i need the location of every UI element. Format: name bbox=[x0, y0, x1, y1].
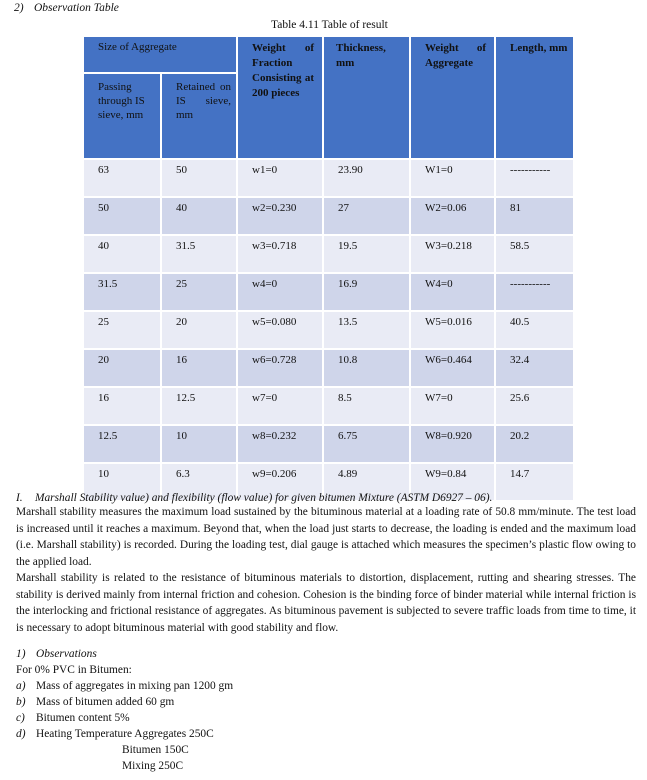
cell-weight-aggregate: W5=0.016 bbox=[410, 311, 495, 349]
observations-number: 1) bbox=[16, 648, 26, 660]
cell-retained: 20 bbox=[161, 311, 237, 349]
observation-subitem-bitumen: Bitumen 150C bbox=[122, 744, 189, 756]
section-number: 2) bbox=[14, 2, 24, 14]
cell-thickness: 16.9 bbox=[323, 273, 410, 311]
cell-length: 14.7 bbox=[495, 463, 574, 501]
cell-weight-aggregate: W4=0 bbox=[410, 273, 495, 311]
cell-length: 40.5 bbox=[495, 311, 574, 349]
cell-weight-aggregate: W3=0.218 bbox=[410, 235, 495, 273]
observation-item-d bbox=[16, 728, 214, 740]
marshall-paragraph-2: Marshall stability is related to the resistance of bituminous materials to distortion, displacement, rutting and shearing stresses. The stability is derived mainly from internal friction and cohesion. Cohesion is the binding force of binder material while internal friction is the interlocking and frictional resistance of aggregates. As bituminous pavement is subjected to severe traffic loads from time to time, it is necessary to adopt bituminous material with good stability and flow. bbox=[16, 572, 636, 634]
section-heading-observation-table bbox=[14, 2, 119, 14]
cell-passing: 10 bbox=[83, 463, 161, 501]
item-text: Mass of bitumen added 60 gm bbox=[36, 696, 175, 708]
header-weight-of-fraction: Weight of Fraction Consisting at 200 pieces bbox=[237, 36, 323, 159]
cell-passing: 50 bbox=[83, 197, 161, 235]
observations-intro: For 0% PVC in Bitumen: bbox=[16, 664, 132, 676]
cell-passing: 40 bbox=[83, 235, 161, 273]
observation-subitem-mixing: Mixing 250C bbox=[122, 760, 184, 772]
cell-weight-fraction: w1=0 bbox=[237, 159, 323, 197]
cell-thickness: 23.90 bbox=[323, 159, 410, 197]
cell-thickness: 10.8 bbox=[323, 349, 410, 387]
item-text: Bitumen content 5% bbox=[36, 712, 130, 724]
table-row bbox=[83, 273, 574, 311]
cell-thickness: 27 bbox=[323, 197, 410, 235]
cell-retained: 16 bbox=[161, 349, 237, 387]
cell-length: 25.6 bbox=[495, 387, 574, 425]
marshall-title: Marshall Stability value) and flexibility (flow value) for given bitumen Mixture (ASTM D6927 – 06). bbox=[35, 492, 493, 504]
cell-weight-aggregate: W1=0 bbox=[410, 159, 495, 197]
cell-length: 20.2 bbox=[495, 425, 574, 463]
cell-weight-aggregate: W6=0.464 bbox=[410, 349, 495, 387]
item-marker: c) bbox=[16, 712, 25, 724]
header-length: Length, mm bbox=[495, 36, 574, 159]
item-text: Heating Temperature Aggregates 250C bbox=[36, 728, 214, 740]
cell-passing: 25 bbox=[83, 311, 161, 349]
cell-passing: 63 bbox=[83, 159, 161, 197]
cell-weight-aggregate: W9=0.84 bbox=[410, 463, 495, 501]
cell-retained: 40 bbox=[161, 197, 237, 235]
cell-thickness: 13.5 bbox=[323, 311, 410, 349]
cell-retained: 31.5 bbox=[161, 235, 237, 273]
cell-retained: 25 bbox=[161, 273, 237, 311]
cell-length: 32.4 bbox=[495, 349, 574, 387]
marshall-number: I. bbox=[16, 492, 23, 504]
cell-weight-fraction: w4=0 bbox=[237, 273, 323, 311]
header-weight-of-aggregate: Weight of Aggregate bbox=[410, 36, 495, 159]
table-row bbox=[83, 387, 574, 425]
header-thickness: Thickness, mm bbox=[323, 36, 410, 159]
cell-weight-fraction: w9=0.206 bbox=[237, 463, 323, 501]
item-text: Mass of aggregates in mixing pan 1200 gm bbox=[36, 680, 234, 692]
cell-length: ----------- bbox=[495, 159, 574, 197]
cell-weight-fraction: w7=0 bbox=[237, 387, 323, 425]
table-caption: Table 4.11 Table of result bbox=[271, 19, 388, 31]
cell-passing: 16 bbox=[83, 387, 161, 425]
cell-passing: 12.5 bbox=[83, 425, 161, 463]
marshall-paragraph-1: Marshall stability measures the maximum load sustained by the bituminous material at a loading rate of 50.8 mm/minute. The test load is increased until it reaches a maximum. Beyond that, when the load just starts to decrease, the loading is ended and the maximum load (i.e. Marshall stability) is recorded. During the loading test, dial gauge is attached which measures the specimen’s plastic flow owing to the applied load. bbox=[16, 506, 636, 568]
result-table bbox=[82, 35, 575, 502]
item-marker: b) bbox=[16, 696, 26, 708]
cell-retained: 12.5 bbox=[161, 387, 237, 425]
observation-item-b bbox=[16, 696, 174, 708]
cell-passing: 20 bbox=[83, 349, 161, 387]
observation-item-a bbox=[16, 680, 233, 692]
cell-weight-aggregate: W8=0.920 bbox=[410, 425, 495, 463]
cell-length: 58.5 bbox=[495, 235, 574, 273]
cell-weight-fraction: w2=0.230 bbox=[237, 197, 323, 235]
observations-title: Observations bbox=[36, 648, 97, 660]
table-row bbox=[83, 311, 574, 349]
header-passing: Passing through IS sieve, mm bbox=[83, 73, 161, 159]
table-row bbox=[83, 197, 574, 235]
cell-thickness: 4.89 bbox=[323, 463, 410, 501]
item-marker: a) bbox=[16, 680, 26, 692]
cell-length: ----------- bbox=[495, 273, 574, 311]
section-title: Observation Table bbox=[34, 2, 119, 14]
table-row bbox=[83, 349, 574, 387]
cell-weight-aggregate: W7=0 bbox=[410, 387, 495, 425]
cell-passing: 31.5 bbox=[83, 273, 161, 311]
cell-length: 81 bbox=[495, 197, 574, 235]
cell-weight-fraction: w8=0.232 bbox=[237, 425, 323, 463]
table-row bbox=[83, 235, 574, 273]
cell-weight-fraction: w5=0.080 bbox=[237, 311, 323, 349]
header-retained: Retained on IS sieve, mm bbox=[161, 73, 237, 159]
observations-heading bbox=[16, 648, 97, 660]
table-row bbox=[83, 159, 574, 197]
cell-thickness: 6.75 bbox=[323, 425, 410, 463]
table-row bbox=[83, 425, 574, 463]
observation-item-c bbox=[16, 712, 130, 724]
header-size-of-aggregate: Size of Aggregate bbox=[83, 36, 237, 73]
cell-weight-aggregate: W2=0.06 bbox=[410, 197, 495, 235]
cell-thickness: 19.5 bbox=[323, 235, 410, 273]
cell-weight-fraction: w3=0.718 bbox=[237, 235, 323, 273]
cell-retained: 10 bbox=[161, 425, 237, 463]
cell-weight-fraction: w6=0.728 bbox=[237, 349, 323, 387]
cell-retained: 50 bbox=[161, 159, 237, 197]
item-marker: d) bbox=[16, 728, 26, 740]
cell-thickness: 8.5 bbox=[323, 387, 410, 425]
cell-retained: 6.3 bbox=[161, 463, 237, 501]
